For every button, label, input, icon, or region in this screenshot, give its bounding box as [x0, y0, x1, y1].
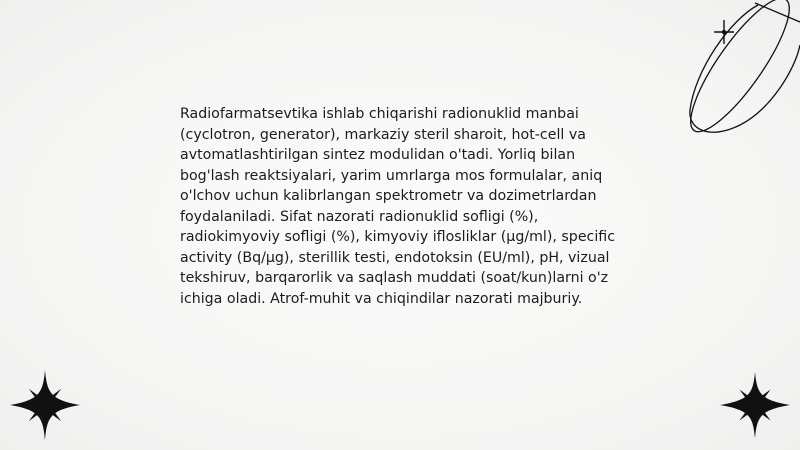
four-point-star-icon	[10, 370, 80, 440]
orbit-sparkle-icon	[670, 0, 800, 150]
four-point-star-icon	[720, 372, 790, 438]
slide-body-text: Radiofarmatsevtika ishlab chiqarishi radionuklid manbai (cyclotron, generator), markaziy steril sharoit, hot-cell va avtomatlashtirilgan sintez modulidan o'tadi. Yorliq bilan bog'lash reaktsiyalari, yarim umrlarga mos formulalar, aniq o'lchov uchun kalibrlangan spektrometr va dozimetrlardan foydalaniladi. Sifat nazorati radionuklid sofligi (%), radiokimyoviy sofligi (%), kimyoviy iflosliklar (µg/ml), specific activity (Bq/µg), sterillik testi, endotoksin (EU/ml), pH, vizual tekshiruv, barqarorlik va saqlash muddati (soat/kun)larni o'z ichiga oladi. Atrof-muhit va chiqindilar nazorati majburiy.	[180, 106, 616, 307]
